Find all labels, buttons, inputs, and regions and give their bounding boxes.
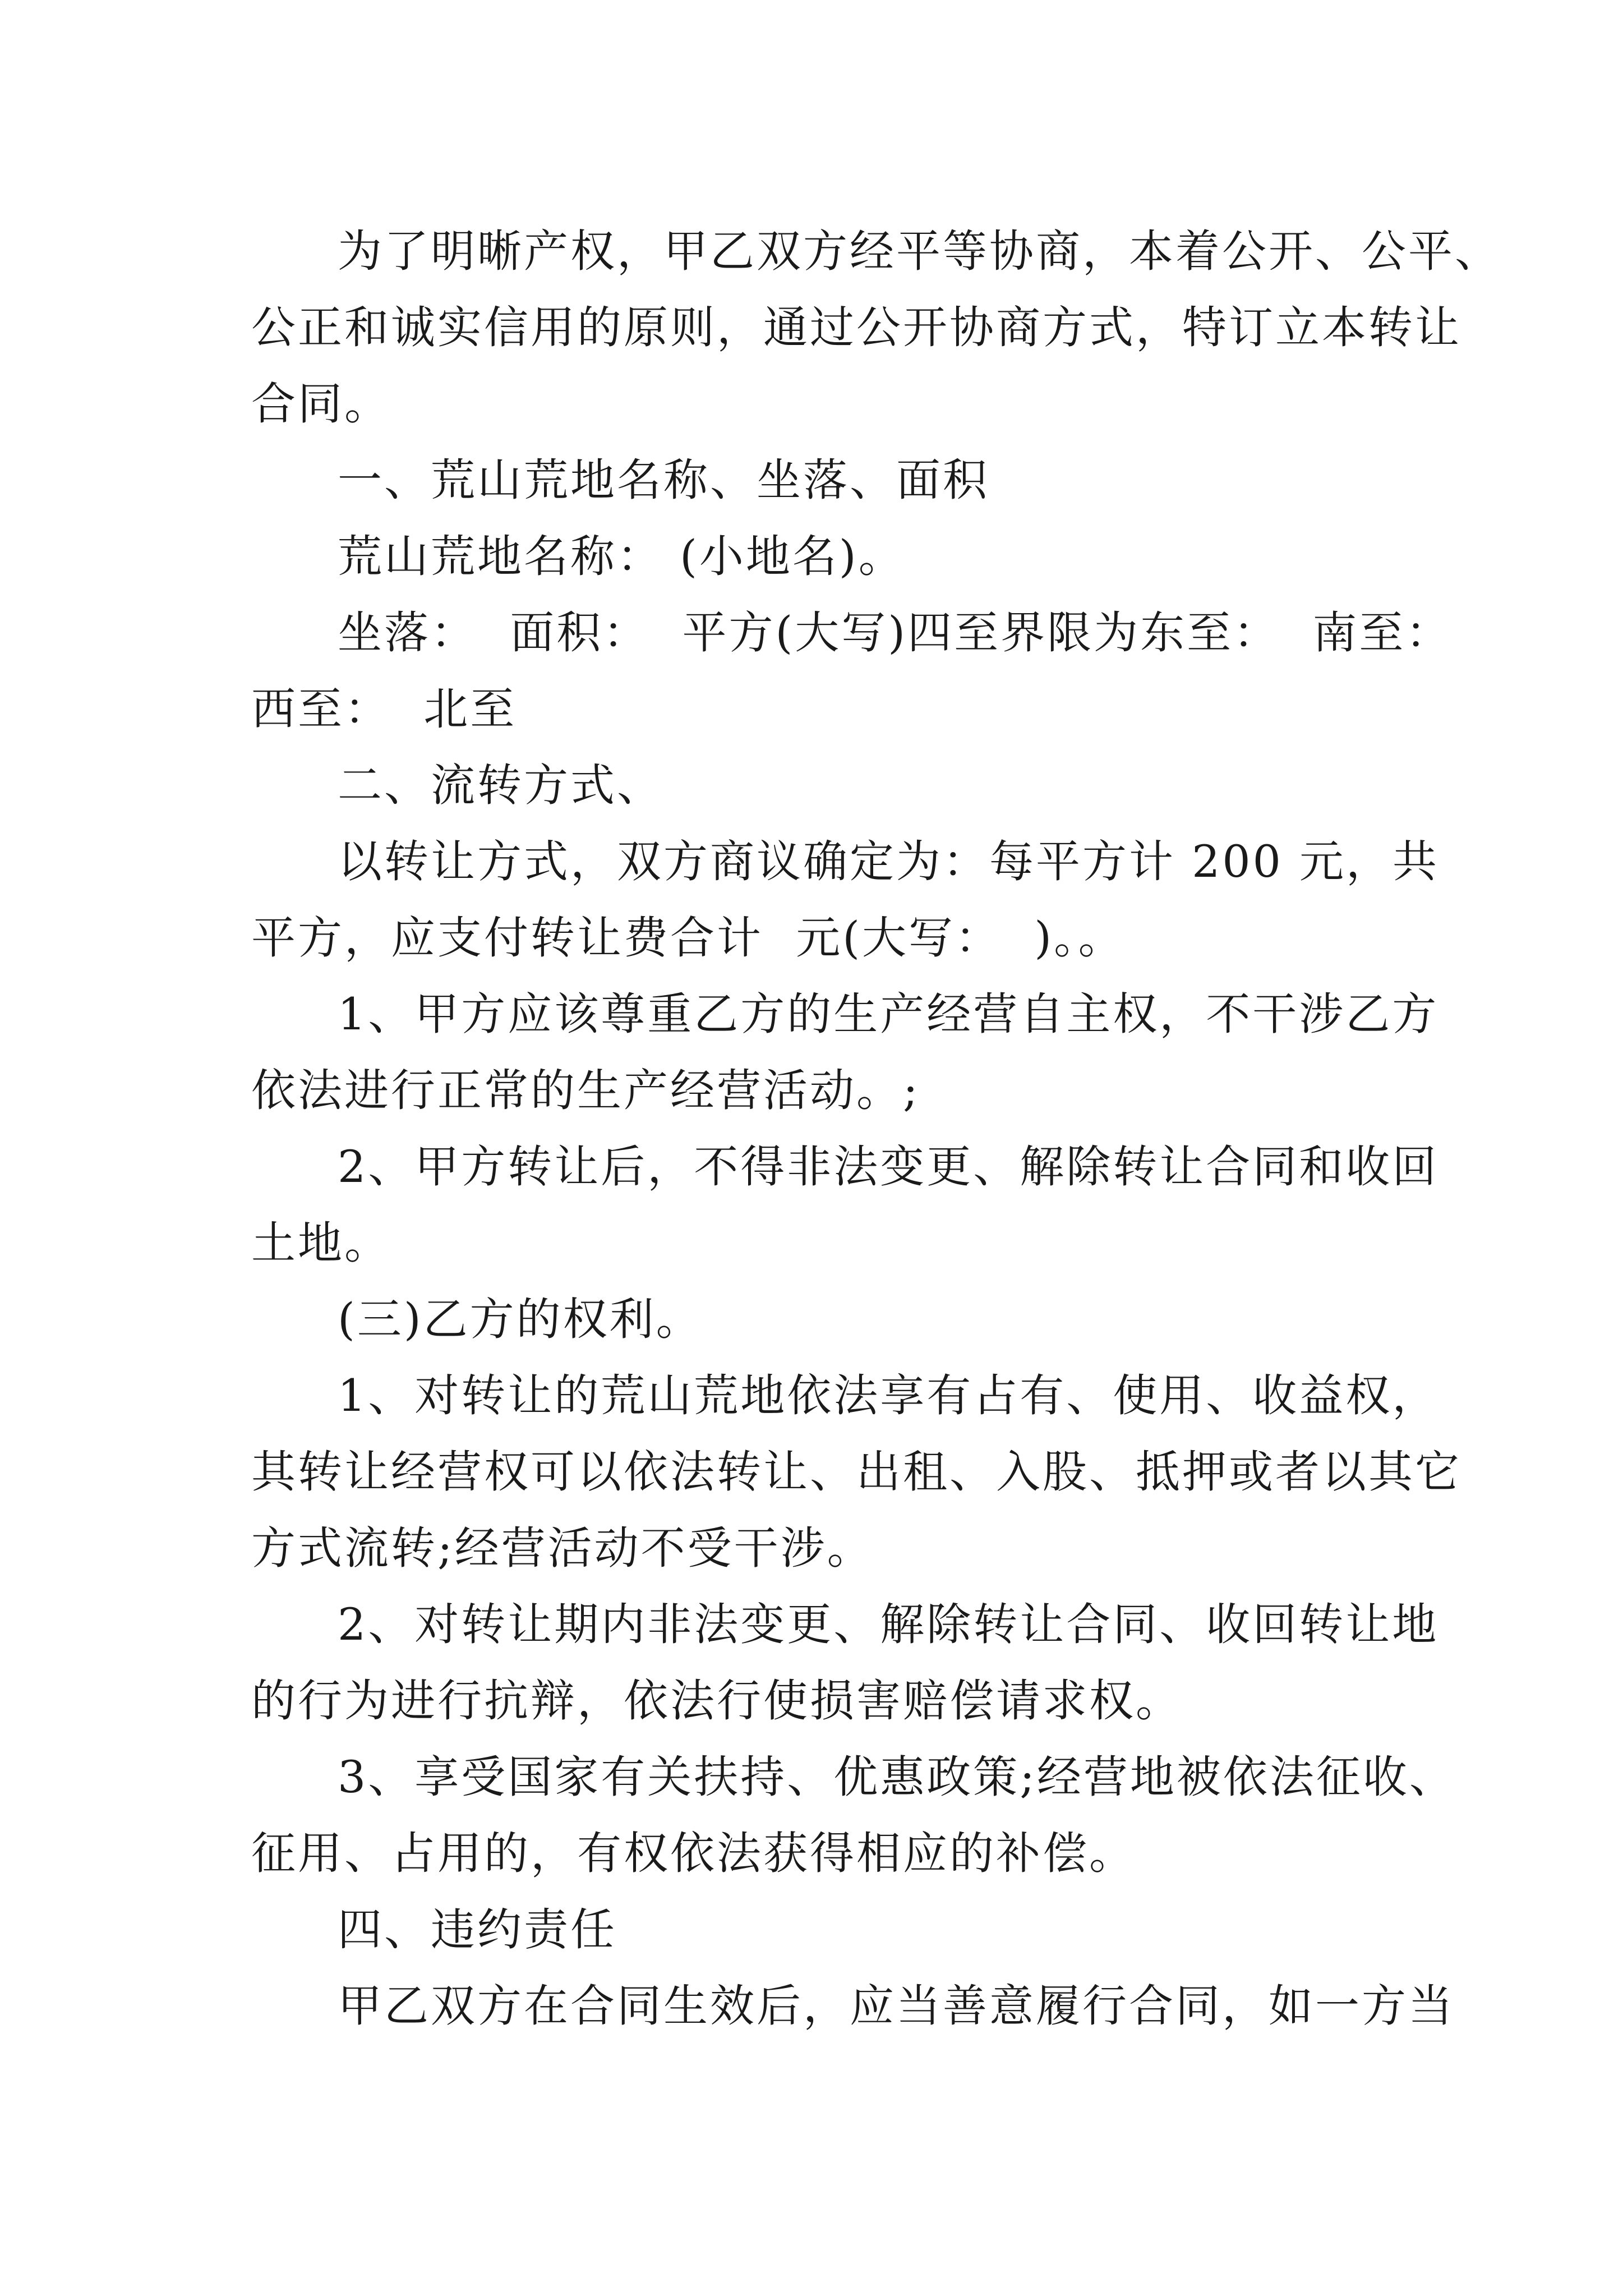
text-line: 2、甲方转让后，不得非法变更、解除转让合同和收回: [338, 1141, 1439, 1193]
text-line: 为了明晰产权，甲乙双方经平等协商，本着公开、公平、: [338, 226, 1501, 277]
text-line: 1、对转让的荒山荒地依法享有占有、使用、收益权，: [338, 1370, 1439, 1421]
text-line: 3、享受国家有关扶持、优惠政策;经营地被依法征收、: [338, 1751, 1456, 1803]
text-line: 方式流转;经营活动不受干涉。: [251, 1522, 874, 1574]
text-line: 坐落： 面积： 平方(大写)四至界限为东至： 南至：: [338, 607, 1453, 659]
text-line: 公正和诚实信用的原则，通过公开协商方式，特订立本转让: [251, 302, 1461, 353]
text-line: 以转让方式，双方商议确定为：每平方计 200 元，共: [338, 836, 1440, 887]
section-heading: (三)乙方的权利。: [338, 1294, 703, 1345]
text-line: 荒山荒地名称： (小地名)。: [338, 531, 905, 582]
text-line: 甲乙双方在合同生效后，应当善意履行合同，如一方当: [338, 1980, 1455, 2032]
text-line: 1、甲方应该尊重乙方的生产经营自主权，不干涉乙方: [338, 988, 1439, 1040]
section-heading: 一、荒山荒地名称、坐落、面积: [338, 454, 989, 506]
text-line: 合同。: [251, 378, 391, 430]
text-line: 2、对转让期内非法变更、解除转让合同、收回转让地: [338, 1599, 1439, 1650]
text-line: 其转让经营权可以依法转让、出租、入股、抵押或者以其它: [251, 1446, 1461, 1498]
contract-body-text: [251, 213, 1501, 2044]
text-line: 西至： 北至: [251, 683, 517, 735]
text-line: 依法进行正常的生产经营活动。;: [251, 1065, 920, 1116]
text-line: 土地。: [251, 1217, 391, 1269]
section-heading: 四、违约责任: [338, 1904, 617, 1955]
text-line: 平方，应支付转让费合计 元(大写： )。。: [251, 912, 1125, 964]
text-line: 的行为进行抗辩，依法行使损害赔偿请求权。: [251, 1675, 1182, 1727]
section-heading: 二、流转方式、: [338, 760, 663, 811]
text-line: 征用、占用的，有权依法获得相应的补偿。: [251, 1828, 1136, 1879]
